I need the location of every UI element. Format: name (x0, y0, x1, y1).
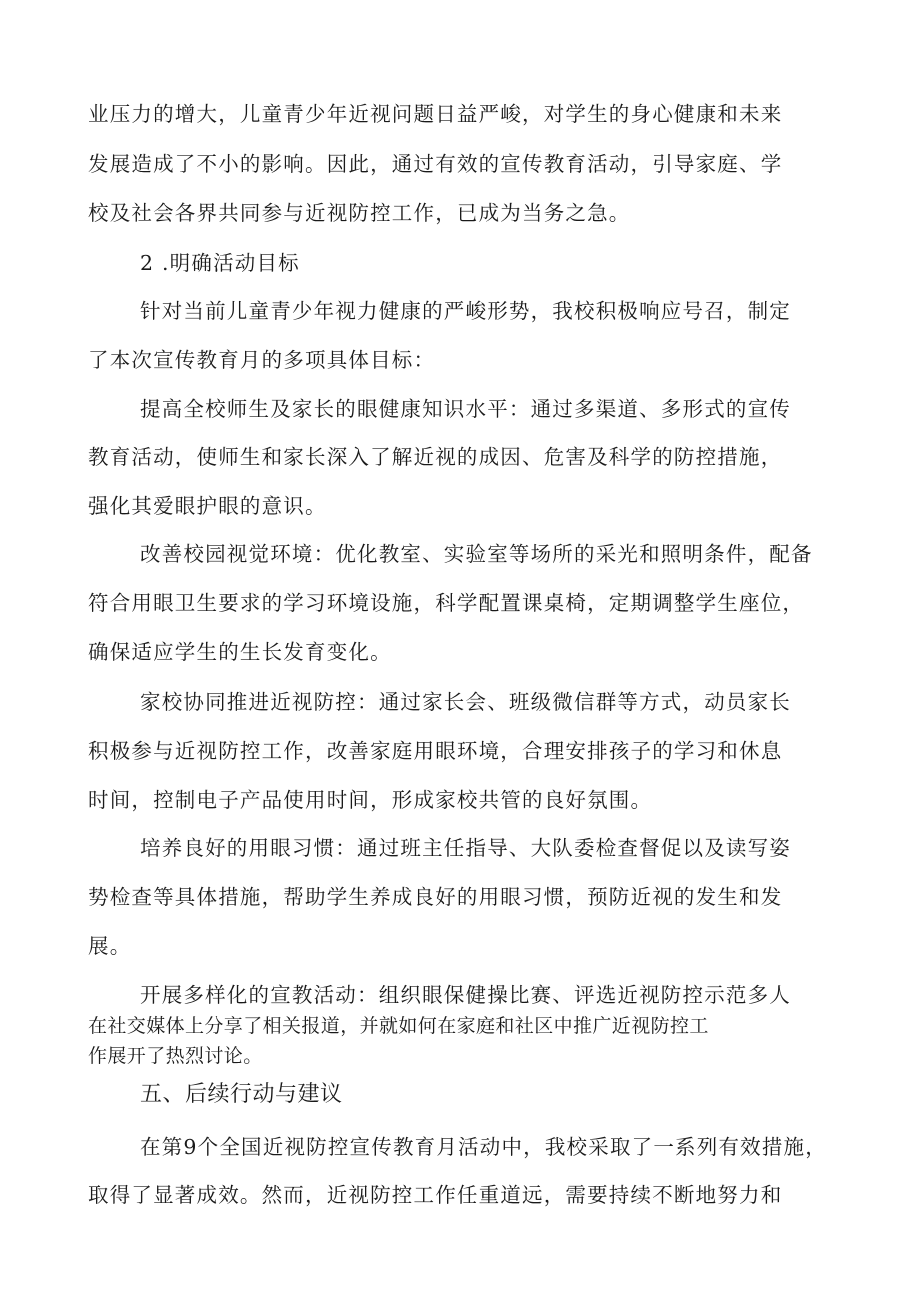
paragraph-line: 针对当前儿童青少年视力健康的严峻形势，我校积极响应号召，制定 (140, 299, 791, 323)
paragraph-line: 作展开了热烈讨论。 (88, 1045, 263, 1067)
paragraph-line: 积极参与近视防控工作，改善家庭用眼环境，合理安排孩子的学习和休息 (88, 739, 783, 763)
paragraph-line: 展。 (88, 934, 132, 958)
paragraph-line: 校及社会各界共同参与近视防控工作，已成为当务之急。 (88, 201, 631, 225)
paragraph-line: 业压力的增大，儿童青少年近视问题日益严峻，对学生的身心健康和未来 (88, 102, 783, 126)
paragraph-line: 开展多样化的宣教活动：组织眼保健操比赛、评选近视防控示范多人 (140, 983, 791, 1007)
paragraph-line: 在社交媒体上分享了相关报道，并就如何在家庭和社区中推广近视防控工 (88, 1015, 709, 1037)
paragraph-line: 在第9个全国近视防控宣传教育月活动中，我校采取了一系列有效措施， (140, 1135, 827, 1159)
paragraph-line: 取得了显著成效。然而，近视防控工作任重道远，需要持续不断地努力和 (88, 1183, 783, 1207)
paragraph-line: 发展造成了不小的影响。因此，通过有效的宣传教育活动，引导家庭、学 (88, 152, 783, 176)
paragraph-line: 了本次宣传教育月的多项具体目标： (88, 348, 436, 372)
paragraph-line: 提高全校师生及家长的眼健康知识水平：通过多渠道、多形式的宣传 (140, 397, 791, 421)
subsection-title: 2 .明确活动目标 (140, 251, 300, 275)
paragraph-line: 教育活动，使师生和家长深入了解近视的成因、危害及科学的防控措施， (88, 445, 783, 469)
section-heading: 五、后续行动与建议 (140, 1082, 343, 1107)
paragraph-line: 家校协同推进近视防控：通过家长会、班级微信群等方式，动员家长 (140, 690, 791, 714)
paragraph-line: 确保适应学生的生长发育变化。 (88, 640, 392, 664)
paragraph-line: 改善校园视觉环境：优化教室、实验室等场所的采光和照明条件，配备 (140, 542, 813, 566)
paragraph-line: 强化其爱眼护眼的意识。 (88, 494, 327, 518)
paragraph-line: 势检查等具体措施，帮助学生养成良好的用眼习惯，预防近视的发生和发 (88, 885, 783, 909)
paragraph-line: 符合用眼卫生要求的学习环境设施，科学配置课桌椅，定期调整学生座位， (88, 591, 805, 615)
paragraph-line: 培养良好的用眼习惯：通过班主任指导、大队委检查督促以及读写姿 (140, 836, 791, 860)
paragraph-line: 时间，控制电子产品使用时间，形成家校共管的良好氛围。 (88, 788, 653, 812)
